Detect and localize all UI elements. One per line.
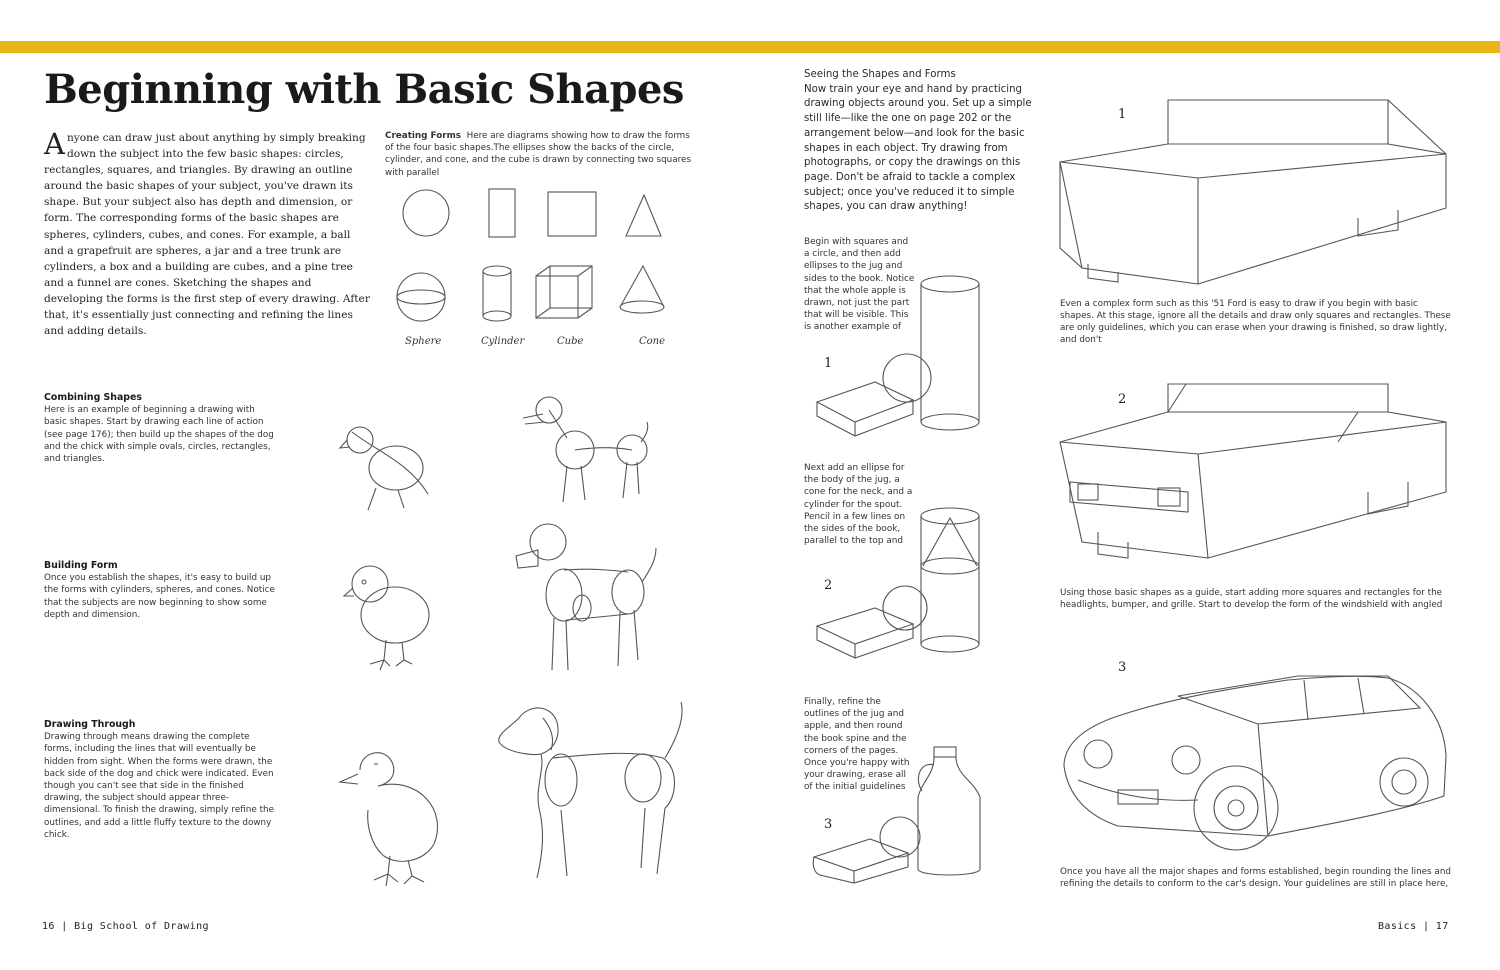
section-drawing-through — [44, 719, 276, 841]
section-heading: Building Form — [44, 560, 118, 571]
section-heading: Combining Shapes — [44, 392, 142, 403]
label-cylinder: Cylinder — [481, 336, 525, 347]
basic-shapes-illustration — [390, 180, 690, 340]
creating-forms-caption — [385, 130, 701, 179]
header-accent-band — [0, 41, 1500, 53]
label-cube: Cube — [557, 336, 584, 347]
intro-text: nyone can draw just about anything by simply breaking down the subject into the few basic shapes: circles, rectangles, squares, and triangles. By drawing an outline around the basic shapes of your subject, you've drawn its shape. But your subject also has depth and dimension, or form. The corresponding forms of the basic shapes are spheres, cylinders, cubes, and cones. For example, a ball and a grapefruit are spheres, a jar and a tree trunk are cylinders, a box and a building are cubes, and a pine tree and a funnel are cones. Sketching the shapes and developing the forms is the first step of every drawing. After that, it's essentially just connecting and refining the lines and adding details. — [44, 132, 370, 338]
still-life-step-2-number: 2 — [824, 578, 833, 593]
car-step-1-drawing — [1058, 98, 1448, 298]
car-step-3-number: 3 — [1118, 660, 1127, 675]
section-text: Once you establish the shapes, it's easy to build up the forms with cylinders, spheres, and cones. Notice that the subjects are now beginning to show some depth and dimension. — [44, 573, 275, 620]
creating-forms-heading: Creating Forms — [385, 131, 461, 141]
seeing-shapes-text — [804, 68, 1034, 215]
label-cone: Cone — [639, 336, 666, 347]
still-life-step-1-number: 1 — [824, 356, 833, 371]
seeing-heading: Seeing the Shapes and Forms — [804, 69, 956, 80]
intro-paragraph — [44, 127, 370, 339]
section-heading: Drawing Through — [44, 719, 136, 730]
car-step-3-caption: Once you have all the major shapes and forms established, begin rounding the lines and refining the details to conform to the car's design. Your guidelines are still in place here, — [1060, 867, 1451, 889]
section-building-form — [44, 560, 276, 621]
footer-right: Basics | 17 — [1378, 921, 1449, 932]
car-step-3-drawing — [1058, 656, 1448, 866]
creating-forms-text: Here are diagrams showing how to draw the forms of the four basic shapes.The ellipses show the backs of the circle, cylinder, and cone, and the cube is drawn by connecting two squares with parallel — [385, 131, 692, 178]
still-life-step-3-drawing — [810, 745, 1010, 885]
chick-sketch-shapes — [338, 422, 438, 512]
section-combining-shapes — [44, 392, 276, 465]
still-life-step-3-text: Finally, refine the outlines of the jug and apple, and then round the book spine and the corners of the pages. Once you're happy with your drawing, erase all of the initial guidelines — [804, 697, 910, 793]
car-step-1-caption: Even a complex form such as this '51 Ford is easy to draw if you begin with basic shapes. At this stage, ignore all the details and draw only squares and rectangles. These are only guidelines, which you can erase when your drawing is finished, so draw lightly, and don't — [1060, 299, 1451, 345]
footer-left: 16 | Big School of Drawing — [42, 921, 209, 932]
still-life-step-3-number: 3 — [824, 817, 833, 832]
drop-cap: A — [44, 127, 65, 161]
car-step-2-number: 2 — [1118, 392, 1127, 407]
car-step-2-drawing — [1058, 382, 1448, 567]
section-text: Here is an example of beginning a drawing with basic shapes. Start by drawing each line of action (see page 176); then build up the shapes of the dog and the chick with simple ovals, circles, rectangles, and triangles. — [44, 405, 274, 465]
still-life-step-2-text: Next add an ellipse for the body of the jug, a cone for the neck, and a cylinder for the spout. Pencil in a few lines on the sides of the book, parallel to the top and — [804, 463, 913, 547]
seeing-body: Now train your eye and hand by practicing drawing objects around you. Set up a simple still life—like the one on page 202 or the arrangement below—and look for the basic shapes in each object. Try drawing from photographs, or copy the drawings on this page. Don't be afraid to tackle a complex subject; once you've reduced it to simple shapes, you can draw anything! — [804, 83, 1032, 213]
label-sphere: Sphere — [405, 336, 442, 347]
dog-sketch-shapes — [515, 390, 655, 505]
still-life-step-1-text: Begin with squares and a circle, and then add ellipses to the jug and sides to the book. Notice that the whole apple is drawn, not just the part that will be visible. This is another example of — [804, 237, 915, 333]
car-step-2-caption: Using those basic shapes as a guide, start adding more squares and rectangles for the headlights, bumper, and grille. Start to develop the form of the windshield with angled — [1060, 588, 1443, 610]
chick-finished-drawing — [338, 740, 448, 890]
chick-form-sketch — [340, 560, 440, 670]
dog-form-sketch — [510, 520, 660, 690]
page-title: Beginning with Basic Shapes — [44, 66, 684, 113]
dog-finished-drawing — [495, 698, 695, 888]
car-step-1-number: 1 — [1118, 107, 1127, 122]
section-text: Drawing through means drawing the complete forms, including the lines that will eventually be hidden from sight. When the forms were drawn, the back side of the dog and chick were indicated. Even though you can't see that side in the finished drawing, the subject should appear three-dimensional. To finish the drawing, simply refine the outlines, and add a little fluffy texture to the downy chick. — [44, 732, 275, 840]
still-life-step-2-drawing — [815, 500, 1015, 670]
still-life-step-1-drawing — [815, 272, 1015, 442]
